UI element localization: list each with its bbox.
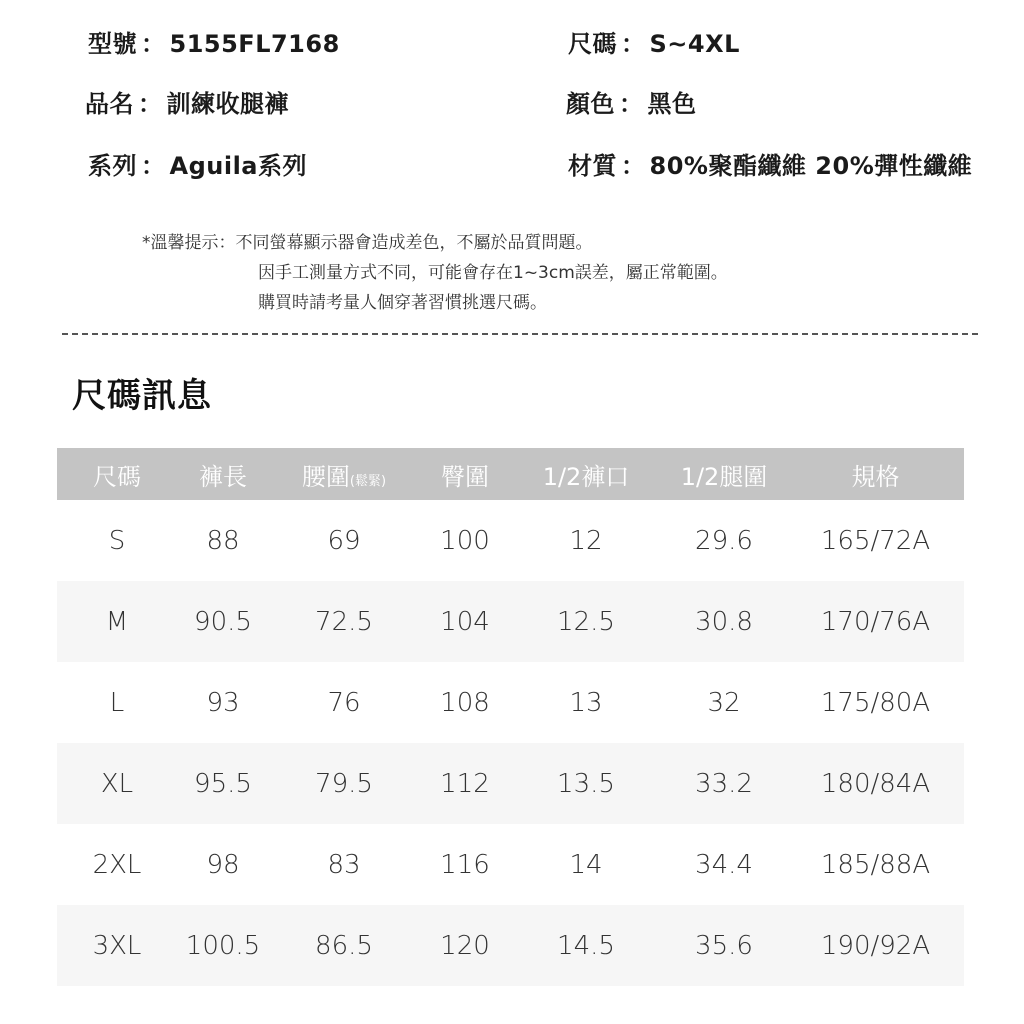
cell-spec: 185/88A <box>820 849 931 880</box>
table-header-row <box>57 448 964 500</box>
header-half-thigh <box>661 457 787 492</box>
notes-block <box>142 228 728 318</box>
cell-pants-length: 95.5 <box>194 768 252 799</box>
color-label: 顏色 <box>566 90 615 118</box>
header-waist-label: 腰圍 <box>301 462 350 491</box>
material-label: 材質 <box>568 152 617 180</box>
size-range-value: S~4XL <box>649 30 740 58</box>
cell-pants-length: 100.5 <box>185 930 261 961</box>
cell-hip: 112 <box>440 768 490 799</box>
cell-spec: 190/92A <box>820 930 931 961</box>
header-half-hem-label: 1/2褲口 <box>542 462 630 491</box>
cell-hip: 100 <box>440 525 490 556</box>
header-hip <box>419 457 511 492</box>
size-range-separator: ： <box>621 30 646 58</box>
header-pants-length-label: 褲長 <box>199 462 247 491</box>
material-value: 80%聚酯纖維 20%彈性纖維 <box>649 152 973 180</box>
model-info <box>88 24 340 59</box>
cell-half-hem: 13.5 <box>557 768 615 799</box>
cell-half-thigh: 30.8 <box>695 606 753 637</box>
header-size-label: 尺碼 <box>93 462 141 491</box>
product-name-value: 訓練收腿褲 <box>166 90 289 118</box>
series-info <box>88 146 307 181</box>
cell-half-hem: 12.5 <box>557 606 615 637</box>
cell-size: 2XL <box>92 849 142 880</box>
cell-size: S <box>108 525 126 556</box>
cell-pants-length: 88 <box>206 525 240 556</box>
header-half-thigh-label: 1/2腿圍 <box>680 462 768 491</box>
model-separator: ： <box>141 30 166 58</box>
header-spec <box>787 457 964 492</box>
table-body <box>57 500 964 986</box>
series-separator: ： <box>141 152 166 180</box>
cell-waist: 76 <box>327 687 361 718</box>
cell-half-thigh: 32 <box>707 687 741 718</box>
cell-size: 3XL <box>92 930 142 961</box>
product-name-separator: ： <box>138 90 163 118</box>
cell-hip: 116 <box>440 849 490 880</box>
header-half-hem <box>511 457 661 492</box>
model-label: 型號 <box>88 30 137 58</box>
cell-spec: 180/84A <box>820 768 931 799</box>
cell-hip: 104 <box>440 606 490 637</box>
cell-spec: 165/72A <box>820 525 931 556</box>
size-range-info <box>568 24 740 59</box>
note-line-3: 購買時請考量人個穿著習慣挑選尺碼。 <box>258 293 547 313</box>
cell-size: XL <box>100 768 134 799</box>
header-hip-label: 臀圍 <box>441 462 489 491</box>
cell-waist: 86.5 <box>315 930 373 961</box>
size-range-label: 尺碼 <box>568 30 617 58</box>
color-separator: ： <box>619 90 644 118</box>
cell-pants-length: 93 <box>206 687 240 718</box>
product-name-label: 品名 <box>85 90 134 118</box>
table-row <box>57 581 964 662</box>
product-name-info <box>85 84 289 119</box>
cell-half-thigh: 35.6 <box>695 930 753 961</box>
cell-spec: 170/76A <box>820 606 931 637</box>
color-value: 黑色 <box>647 90 697 118</box>
header-pants-length <box>177 457 269 492</box>
cell-size: L <box>109 687 125 718</box>
material-separator: ： <box>621 152 646 180</box>
table-row <box>57 743 964 824</box>
color-info <box>566 84 697 119</box>
cell-hip: 108 <box>440 687 490 718</box>
header-size <box>57 457 177 492</box>
cell-waist: 83 <box>327 849 361 880</box>
cell-half-thigh: 34.4 <box>695 849 753 880</box>
cell-waist: 72.5 <box>315 606 373 637</box>
note-line-1: *溫馨提示：不同螢幕顯示器會造成差色，不屬於品質問題。 <box>142 233 593 253</box>
cell-hip: 120 <box>440 930 490 961</box>
table-row <box>57 662 964 743</box>
cell-half-hem: 14 <box>569 849 603 880</box>
cell-half-thigh: 33.2 <box>695 768 753 799</box>
cell-pants-length: 90.5 <box>194 606 252 637</box>
section-title: 尺碼訊息 <box>72 376 212 416</box>
cell-half-hem: 14.5 <box>557 930 615 961</box>
cell-spec: 175/80A <box>820 687 931 718</box>
note-line-2: 因手工測量方式不同，可能會存在1~3cm誤差，屬正常範圍。 <box>258 263 728 283</box>
cell-half-hem: 13 <box>569 687 603 718</box>
dashed-divider <box>62 333 978 335</box>
cell-waist: 79.5 <box>315 768 373 799</box>
table-row <box>57 500 964 581</box>
cell-size: M <box>105 606 129 637</box>
material-info <box>568 146 972 181</box>
size-table <box>57 448 964 986</box>
cell-half-hem: 12 <box>569 525 603 556</box>
table-row <box>57 824 964 905</box>
series-value: Aguila系列 <box>169 152 307 180</box>
table-row <box>57 905 964 986</box>
model-value: 5155FL7168 <box>169 30 340 58</box>
cell-half-thigh: 29.6 <box>695 525 753 556</box>
cell-waist: 69 <box>327 525 361 556</box>
header-waist <box>269 457 419 492</box>
cell-pants-length: 98 <box>206 849 240 880</box>
header-waist-note: (鬆緊) <box>349 473 387 489</box>
header-spec-label: 規格 <box>851 462 900 491</box>
series-label: 系列 <box>88 152 137 180</box>
